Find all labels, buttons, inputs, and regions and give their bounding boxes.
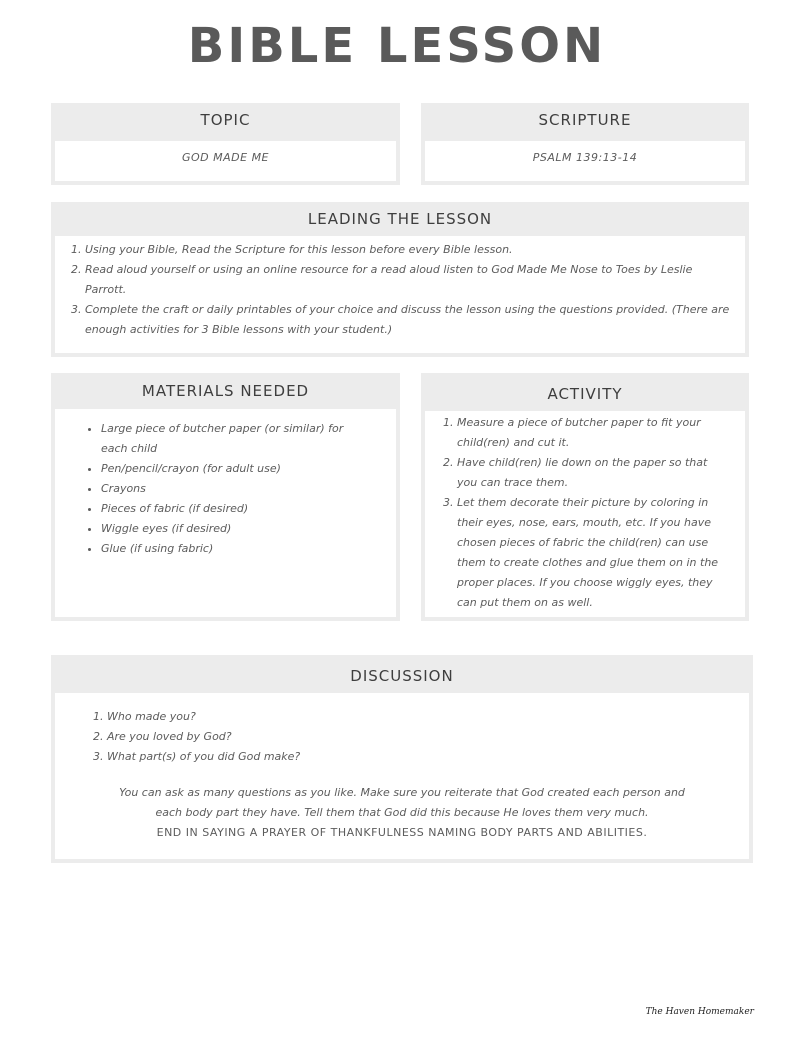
topic-heading: TOPIC: [200, 111, 251, 129]
list-item: • Glue (if using fabric): [101, 539, 366, 559]
list-item: 3. Let them decorate their picture by coloring in their eyes, nose, ears, mouth, etc. If you have chosen pieces of fabric the child(ren) can use them to create clothes and glue them on in the proper places. If you choose wiggly eyes, they can put them on as well.: [457, 493, 729, 613]
list-item: 2. Read aloud yourself or using an online resource for a read aloud listen to God Made Me Nose to Toes by Leslie Parrott.: [85, 260, 731, 300]
activity-list: [425, 413, 745, 613]
materials-heading: MATERIALS NEEDED: [141, 382, 310, 400]
list-item: • Crayons: [101, 479, 366, 499]
materials-box: [51, 373, 400, 621]
activity-body: [425, 411, 745, 617]
list-item: • Wiggle eyes (if desired): [101, 519, 366, 539]
materials-body: [55, 409, 396, 617]
scripture-box: [421, 103, 749, 185]
list-item: 1. Using your Bible, Read the Scripture for this lesson before every Bible lesson.: [85, 240, 731, 260]
topic-value: GOD MADE ME: [181, 151, 270, 164]
list-item: 2. Have child(ren) lie down on the paper so that you can trace them.: [457, 453, 729, 493]
leading-heading: LEADING THE LESSON: [307, 210, 493, 228]
topic-body: [55, 141, 396, 181]
list-item: • Pieces of fabric (if desired): [101, 499, 366, 519]
scripture-value: PSALM 139:13-14: [532, 151, 638, 164]
page-title: BIBLE LESSON: [187, 18, 607, 74]
scripture-body: [425, 141, 745, 181]
materials-list: [55, 419, 396, 559]
discussion-box: [51, 655, 753, 863]
discussion-heading: DISCUSSION: [350, 667, 454, 685]
leading-list: [55, 240, 745, 340]
discussion-questions: [55, 707, 749, 767]
list-item: 3. What part(s) of you did God make?: [107, 747, 749, 767]
activity-heading: ACTIVITY: [547, 385, 623, 403]
list-item: • Large piece of butcher paper (or similar) for each child: [101, 419, 366, 459]
topic-box: [51, 103, 400, 185]
discussion-closing: END IN SAYING A PRAYER OF THANKFULNESS NAMING BODY PARTS AND ABILITIES.: [156, 826, 648, 839]
list-item: 1. Measure a piece of butcher paper to fit your child(ren) and cut it.: [457, 413, 729, 453]
activity-box: [421, 373, 749, 621]
scripture-heading: SCRIPTURE: [538, 111, 632, 129]
list-item: • Pen/pencil/crayon (for adult use): [101, 459, 366, 479]
list-item: 2. Are you loved by God?: [107, 727, 749, 747]
leading-body: [55, 236, 745, 353]
footer-signature: The Haven Homemaker: [645, 1007, 754, 1017]
leading-box: [51, 202, 749, 357]
list-item: 3. Complete the craft or daily printables of your choice and discuss the lesson using the questions provided. (There are enough activities for 3 Bible lessons with your student.): [85, 300, 731, 340]
list-item: 1. Who made you?: [107, 707, 749, 727]
discussion-body: [55, 693, 749, 859]
discussion-note: You can ask as many questions as you like. Make sure you reiterate that God created each person and each body part they have. Tell them that God did this because He loves them very much.: [119, 786, 685, 819]
